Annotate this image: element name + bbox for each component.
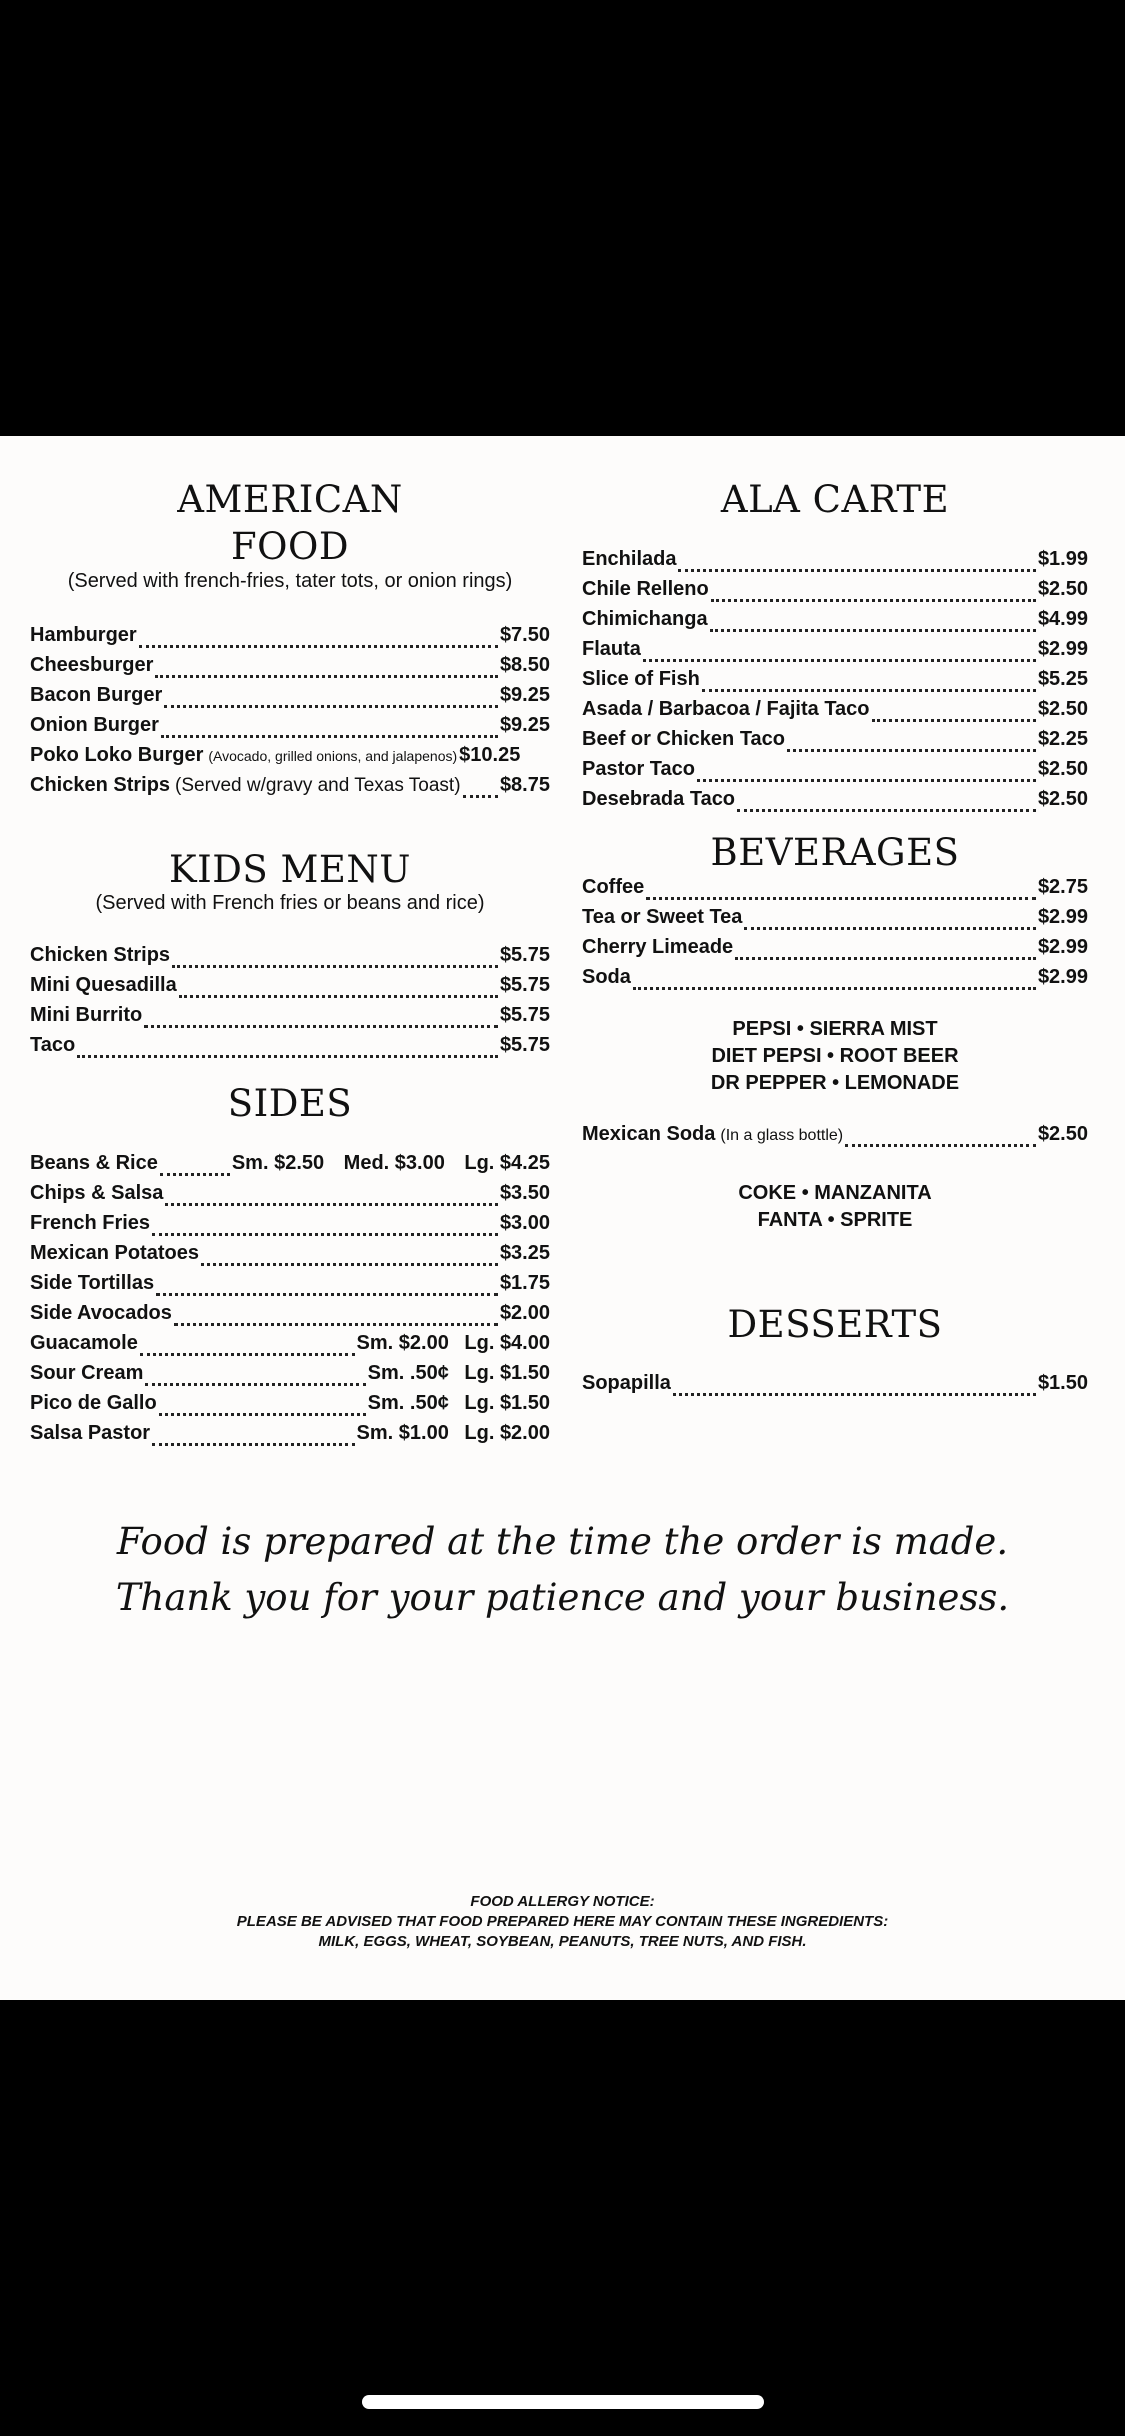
item-name: Coffee	[582, 876, 645, 898]
item-price: $2.50	[1037, 758, 1088, 780]
item-name: Soda	[582, 966, 631, 988]
dot-leader	[139, 645, 498, 648]
american-title-line1: AMERICAN	[177, 478, 403, 521]
sides-title: SIDES	[227, 1082, 353, 1125]
item-price: $4.99	[1037, 608, 1088, 630]
item-name: Mexican Soda	[582, 1123, 716, 1145]
item-price: $10.25	[459, 744, 521, 766]
item-name: Guacamole	[30, 1332, 138, 1354]
item-price: $2.99	[1037, 966, 1088, 988]
item-name: Beef or Chicken Taco	[582, 728, 786, 750]
item-price: $1.50	[1037, 1372, 1088, 1394]
menu-item	[30, 714, 550, 744]
menu-item	[30, 1152, 550, 1182]
size-price: Sm. $1.00	[356, 1422, 449, 1444]
menu-item	[582, 936, 1088, 966]
dot-leader	[710, 629, 1036, 632]
menu-item	[30, 1004, 550, 1034]
item-sizes	[368, 1392, 550, 1415]
menu-item	[30, 1392, 550, 1422]
item-price: $9.25	[499, 714, 550, 736]
item-name: Chicken Strips	[30, 774, 171, 796]
item-price: $2.75	[1037, 876, 1088, 898]
tagline	[0, 1514, 1125, 1626]
item-price: $5.75	[499, 1034, 550, 1056]
item-price: $3.50	[499, 1182, 550, 1204]
menu-item	[30, 1422, 550, 1452]
dot-leader	[77, 1055, 498, 1058]
dot-leader	[179, 995, 498, 998]
kids-menu-title: KIDS MENU	[169, 848, 411, 891]
menu-item	[30, 944, 550, 974]
size-price: Sm. $2.00	[356, 1332, 449, 1354]
size-price: Lg. $1.50	[464, 1362, 550, 1384]
dot-leader	[172, 965, 498, 968]
menu-item	[582, 788, 1088, 818]
item-price: $2.99	[1037, 906, 1088, 928]
item-name: Sour Cream	[30, 1362, 144, 1384]
dot-leader	[463, 795, 498, 798]
item-note: (In a glass bottle)	[720, 1127, 844, 1144]
allergy-line2: PLEASE BE ADVISED THAT FOOD PREPARED HERE MAY CONTAIN THESE INGREDIENTS:	[236, 1913, 889, 1930]
dot-leader	[697, 779, 1036, 782]
dot-leader	[673, 1393, 1036, 1396]
tagline-line1: Food is prepared at the time the order is made.	[116, 1520, 1009, 1563]
dot-leader	[633, 987, 1036, 990]
home-indicator[interactable]	[362, 2395, 764, 2409]
beverages-title: BEVERAGES	[710, 831, 960, 874]
dot-leader	[845, 1144, 1036, 1147]
item-price: $2.50	[1037, 1123, 1088, 1145]
item-name: Bacon Burger	[30, 684, 163, 706]
menu-item	[30, 1272, 550, 1302]
mexican-soda-flavors	[582, 1180, 1088, 1234]
menu-item	[30, 1212, 550, 1242]
mexican-flavor-line: COKE • MANZANITA	[738, 1182, 932, 1204]
tagline-line2: Thank you for your patience and your business.	[115, 1576, 1010, 1619]
item-name: Desebrada Taco	[582, 788, 736, 810]
size-price: Sm. $2.50	[231, 1152, 325, 1174]
item-price: $9.25	[499, 684, 550, 706]
allergy-notice	[0, 1892, 1125, 1952]
item-sizes	[357, 1422, 550, 1445]
item-name: Mini Quesadilla	[30, 974, 177, 996]
item-price: $2.99	[1037, 638, 1088, 660]
item-name: Taco	[30, 1034, 76, 1056]
item-price: $5.75	[499, 974, 550, 996]
size-price: Sm. .50¢	[367, 1392, 449, 1414]
item-name: Hamburger	[30, 624, 137, 646]
dot-leader	[737, 809, 1036, 812]
item-note: (Avocado, grilled onions, and jalapenos)	[208, 748, 458, 764]
item-price: $5.75	[499, 944, 550, 966]
dot-leader	[161, 735, 498, 738]
menu-item	[30, 774, 550, 804]
alacarte-items	[582, 548, 1088, 818]
alacarte-title: ALA CARTE	[720, 478, 950, 521]
item-name: Chicken Strips	[30, 944, 171, 966]
dot-leader	[159, 1413, 366, 1416]
item-price: $8.75	[499, 774, 550, 796]
item-name: Salsa Pastor	[30, 1422, 151, 1444]
dot-leader	[646, 897, 1036, 900]
dot-leader	[145, 1383, 365, 1386]
dot-leader	[744, 927, 1036, 930]
menu-item	[582, 1123, 1088, 1153]
menu-item	[582, 608, 1088, 638]
menu-item	[30, 1034, 550, 1064]
dot-leader	[711, 599, 1036, 602]
size-price: Lg. $2.00	[464, 1422, 550, 1444]
item-name: Poko Loko Burger	[30, 744, 204, 766]
item-name: Chips & Salsa	[30, 1182, 164, 1204]
item-price: $8.50	[499, 654, 550, 676]
menu-item	[30, 744, 550, 774]
american-food-title	[30, 476, 550, 570]
desserts-title: DESSERTS	[727, 1303, 943, 1346]
item-price: $2.25	[1037, 728, 1088, 750]
item-price: $2.99	[1037, 936, 1088, 958]
menu-item	[582, 578, 1088, 608]
item-sizes	[232, 1152, 550, 1175]
item-note: (Served w/gravy and Texas Toast)	[175, 775, 461, 796]
item-name: Cheesburger	[30, 654, 154, 676]
menu-item	[582, 876, 1088, 906]
dot-leader	[155, 675, 498, 678]
sides-items	[30, 1152, 550, 1452]
item-name: Chimichanga	[582, 608, 708, 630]
desserts-items	[582, 1372, 1088, 1402]
item-name: Enchilada	[582, 548, 677, 570]
item-name: Cherry Limeade	[582, 936, 734, 958]
soda-flavor-line: PEPSI • SIERRA MIST	[732, 1018, 938, 1040]
item-price: $5.25	[1037, 668, 1088, 690]
item-sizes	[357, 1332, 550, 1355]
dot-leader	[144, 1025, 498, 1028]
menu-item	[582, 548, 1088, 578]
menu-item	[582, 758, 1088, 788]
menu-item	[30, 1242, 550, 1272]
item-name: Mexican Potatoes	[30, 1242, 199, 1264]
item-price: $5.75	[499, 1004, 550, 1026]
menu-item	[30, 654, 550, 684]
size-price: Med. $3.00	[343, 1152, 445, 1174]
item-price: $3.25	[499, 1242, 550, 1264]
item-name: Sopapilla	[582, 1372, 671, 1394]
soda-flavors	[582, 1016, 1088, 1097]
item-name: Flauta	[582, 638, 641, 660]
menu-item	[30, 1182, 550, 1212]
item-price: $2.50	[1037, 698, 1088, 720]
item-name: Mini Burrito	[30, 1004, 143, 1026]
size-price: Lg. $4.00	[464, 1332, 550, 1354]
menu-item	[30, 1302, 550, 1332]
item-name: Slice of Fish	[582, 668, 700, 690]
allergy-line3: MILK, EGGS, WHEAT, SOYBEAN, PEANUTS, TREE NUTS, AND FISH.	[318, 1933, 807, 1950]
soda-flavor-line: DIET PEPSI • ROOT BEER	[711, 1045, 959, 1067]
item-name: Beans & Rice	[30, 1152, 158, 1174]
menu-item	[30, 974, 550, 1004]
dot-leader	[201, 1263, 498, 1266]
menu-item	[30, 624, 550, 654]
item-price: $7.50	[499, 624, 550, 646]
menu-item	[582, 698, 1088, 728]
menu-item	[30, 1362, 550, 1392]
menu-item	[30, 684, 550, 714]
dot-leader	[735, 957, 1036, 960]
item-name: Side Avocados	[30, 1302, 172, 1324]
item-name: Asada / Barbacoa / Fajita Taco	[582, 698, 870, 720]
soda-flavor-line: DR PEPPER • LEMONADE	[710, 1072, 960, 1094]
menu-item	[582, 638, 1088, 668]
item-price: $2.50	[1037, 788, 1088, 810]
item-price: $2.50	[1037, 578, 1088, 600]
mexican-soda	[582, 1123, 1088, 1153]
dot-leader	[140, 1353, 355, 1356]
menu-page	[0, 436, 1125, 2000]
dot-leader	[872, 719, 1036, 722]
item-price: $1.75	[499, 1272, 550, 1294]
dot-leader	[152, 1233, 498, 1236]
american-title-line2: FOOD	[230, 525, 349, 568]
dot-leader	[156, 1293, 498, 1296]
item-name: Chile Relleno	[582, 578, 709, 600]
menu-item	[582, 906, 1088, 936]
dot-leader	[174, 1323, 498, 1326]
beverages-items	[582, 876, 1088, 996]
mexican-flavor-line: FANTA • SPRITE	[757, 1209, 913, 1231]
allergy-line1: FOOD ALLERGY NOTICE:	[470, 1893, 655, 1910]
item-name: French Fries	[30, 1212, 151, 1234]
dot-leader	[164, 705, 498, 708]
menu-item	[582, 668, 1088, 698]
dot-leader	[678, 569, 1035, 572]
menu-item	[582, 1372, 1088, 1402]
dot-leader	[787, 749, 1036, 752]
dot-leader	[643, 659, 1036, 662]
dot-leader	[160, 1173, 230, 1176]
kids-subtitle: (Served with French fries or beans and rice)	[95, 892, 485, 914]
item-sizes	[368, 1362, 550, 1385]
item-price: $1.99	[1037, 548, 1088, 570]
menu-item	[582, 728, 1088, 758]
item-name: Onion Burger	[30, 714, 159, 736]
size-price: Lg. $4.25	[464, 1152, 550, 1174]
item-price: $2.00	[499, 1302, 550, 1324]
american-items	[30, 624, 550, 804]
dot-leader	[165, 1203, 498, 1206]
dot-leader	[152, 1443, 354, 1446]
dot-leader	[702, 689, 1036, 692]
kids-items	[30, 944, 550, 1064]
menu-item	[582, 966, 1088, 996]
menu-item	[30, 1332, 550, 1362]
item-name: Pico de Gallo	[30, 1392, 157, 1414]
item-name: Pastor Taco	[582, 758, 695, 780]
size-price: Lg. $1.50	[464, 1392, 550, 1414]
item-name: Side Tortillas	[30, 1272, 155, 1294]
item-name: Tea or Sweet Tea	[582, 906, 743, 928]
size-price: Sm. .50¢	[367, 1362, 449, 1384]
item-price: $3.00	[499, 1212, 550, 1234]
american-subtitle: (Served with french-fries, tater tots, or onion rings)	[67, 570, 513, 592]
